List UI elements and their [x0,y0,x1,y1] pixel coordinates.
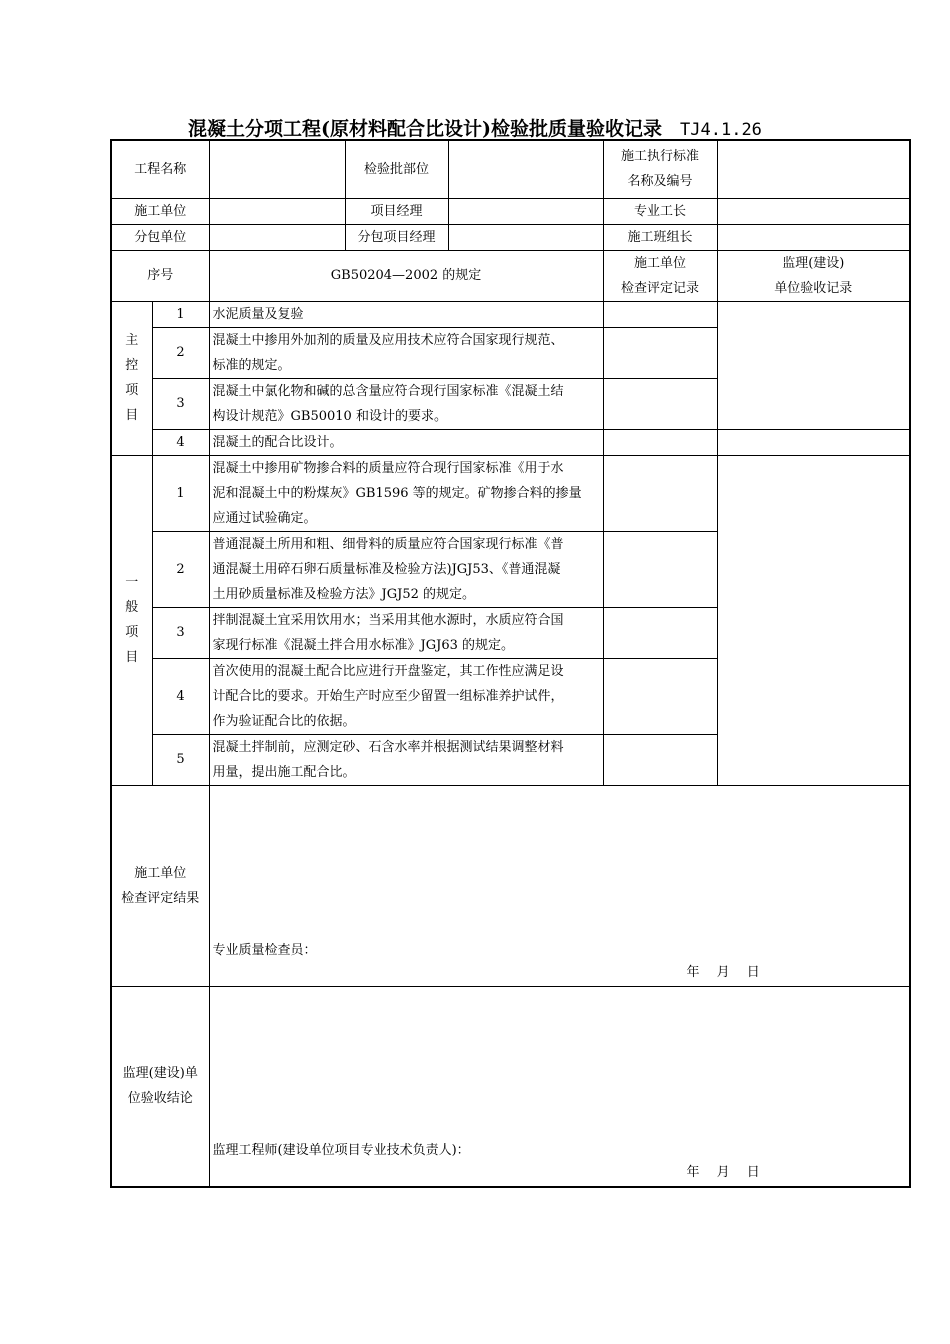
form-title-main: 混凝土分项工程(原材料配合比设计)检验批质量验收记录 [188,118,662,140]
requirement-line: 泥和混凝土中的粉煤灰》GB1596 等的规定。矿物掺合料的掺量 [212,485,582,501]
supervisor-result-line2: 位验收结论 [127,1091,193,1107]
supervisor-date: 年 月 日 [686,1165,760,1180]
item-number: 3 [152,607,209,658]
subcontractor-label: 分包单位 [111,224,209,250]
requirement-line: 家现行标准《混凝土拌合用水标准》JGJ63 的规定。 [212,637,514,653]
contractor-field[interactable] [209,198,345,224]
item-number: 2 [152,531,209,607]
standard-label-line2: 名称及编号 [627,174,693,190]
supervisor-check-line2: 单位验收记录 [774,280,853,296]
supervisor-result-line1: 监理(建设)单 [122,1066,198,1082]
requirement-line: 水泥质量及复验 [212,306,304,322]
item-number: 1 [152,301,209,327]
contractor-record-cell[interactable] [603,607,717,658]
item-requirement [209,531,603,607]
engineer-label: 监理工程师(建设单位项目专业技术负责人)： [212,1143,470,1158]
contractor-check-line2: 检查评定记录 [621,280,700,296]
contractor-check-label [603,250,717,301]
requirement-line: 用量，提出施工配合比。 [212,764,356,780]
project-name-label: 工程名称 [111,140,209,198]
supervisor-record-cell[interactable] [717,301,910,429]
requirement-line: 土用砂质量标准及检验方法》JGJ52 的规定。 [212,586,475,602]
item-requirement [209,607,603,658]
item-requirement [209,301,603,327]
project-manager-field[interactable] [448,198,603,224]
standard-label-line1: 施工执行标准 [621,149,700,165]
contractor-record-cell[interactable] [603,327,717,378]
item-number: 5 [152,734,209,785]
requirement-line: 混凝土的配合比设计。 [212,434,343,450]
batch-location-field[interactable] [448,140,603,198]
project-manager-label: 项目经理 [345,198,448,224]
contractor-result-line1: 施工单位 [134,865,187,881]
inspector-label: 专业质量检查员： [212,942,317,958]
general-char: 项 [125,625,139,640]
requirement-line: 混凝土中掺用矿物掺合料的质量应符合现行国家标准《用于水 [212,460,564,476]
requirement-line: 应通过试验确定。 [212,510,317,526]
contractor-record-cell[interactable] [603,658,717,734]
contractor-result-label [111,785,209,986]
item-requirement [209,658,603,734]
supervisor-result-area[interactable] [209,986,910,1187]
main-control-char: 主 [125,333,139,348]
standard-label [603,140,717,198]
form-title [110,114,910,141]
general-char: 一 [125,575,139,590]
inspection-record-table [110,139,911,1188]
contractor-record-cell[interactable] [603,455,717,531]
general-char: 目 [125,650,139,665]
item-number: 4 [152,658,209,734]
requirement-line: 混凝土中掺用外加剂的质量及应用技术应符合国家现行规范、 [212,332,564,348]
requirement-line: 拌制混凝土宜采用饮用水；当采用其他水源时，水质应符合国 [212,612,564,628]
item-number: 1 [152,455,209,531]
contractor-record-cell[interactable] [603,301,717,327]
contractor-label: 施工单位 [111,198,209,224]
contractor-record-cell[interactable] [603,378,717,429]
requirement-line: 通混凝土用碎石卵石质量标准及检验方法)JGJ53、《普通混凝 [212,561,561,577]
item-requirement [209,327,603,378]
standard-field[interactable] [717,140,910,198]
sub-manager-field[interactable] [448,224,603,250]
team-leader-label: 施工班组长 [603,224,717,250]
contractor-date: 年 月 日 [686,964,760,980]
contractor-result-line2: 检查评定结果 [121,890,200,906]
batch-location-label: 检验批部位 [345,140,448,198]
contractor-result-area[interactable] [209,785,910,986]
main-control-char: 控 [125,358,139,373]
requirement-line: 混凝土拌制前，应测定砂、石含水率并根据测试结果调整材料 [212,739,564,755]
spec-label: GB50204—2002 的规定 [209,250,603,301]
requirement-line: 构设计规范》GB50010 和设计的要求。 [212,408,447,424]
item-number: 4 [152,429,209,455]
main-control-char: 目 [125,408,139,423]
requirement-line: 普通混凝土所用和粗、细骨料的质量应符合国家现行标准《普 [212,536,564,552]
requirement-line: 标准的规定。 [212,357,291,373]
contractor-record-cell[interactable] [603,734,717,785]
project-name-field[interactable] [209,140,345,198]
requirement-line: 首次使用的混凝土配合比应进行开盘鉴定，其工作性应满足设 [212,663,564,679]
general-char: 般 [125,600,139,615]
sub-manager-label: 分包项目经理 [345,224,448,250]
contractor-record-cell[interactable] [603,429,717,455]
supervisor-record-cell[interactable] [717,455,910,785]
item-requirement [209,734,603,785]
item-number: 2 [152,327,209,378]
requirement-line: 作为验证配合比的依据。 [212,713,356,729]
supervisor-check-line1: 监理(建设) [782,255,845,271]
main-control-label [111,301,152,455]
item-requirement [209,455,603,531]
requirement-line: 混凝土中氯化物和碱的总含量应符合现行国家标准《混凝土结 [212,383,564,399]
seq-label: 序号 [111,250,209,301]
foreman-field[interactable] [717,198,910,224]
supervisor-check-label [717,250,910,301]
item-number: 3 [152,378,209,429]
contractor-check-line1: 施工单位 [634,255,687,271]
form-code: TJ4.1.26 [680,120,762,140]
requirement-line: 计配合比的要求。开始生产时应至少留置一组标准养护试件， [212,688,564,704]
main-control-char: 项 [125,383,139,398]
item-requirement [209,378,603,429]
subcontractor-field[interactable] [209,224,345,250]
supervisor-record-cell[interactable] [717,429,910,455]
item-requirement [209,429,603,455]
contractor-record-cell[interactable] [603,531,717,607]
general-label [111,455,152,785]
foreman-label: 专业工长 [603,198,717,224]
team-leader-field[interactable] [717,224,910,250]
supervisor-result-label [111,986,209,1187]
